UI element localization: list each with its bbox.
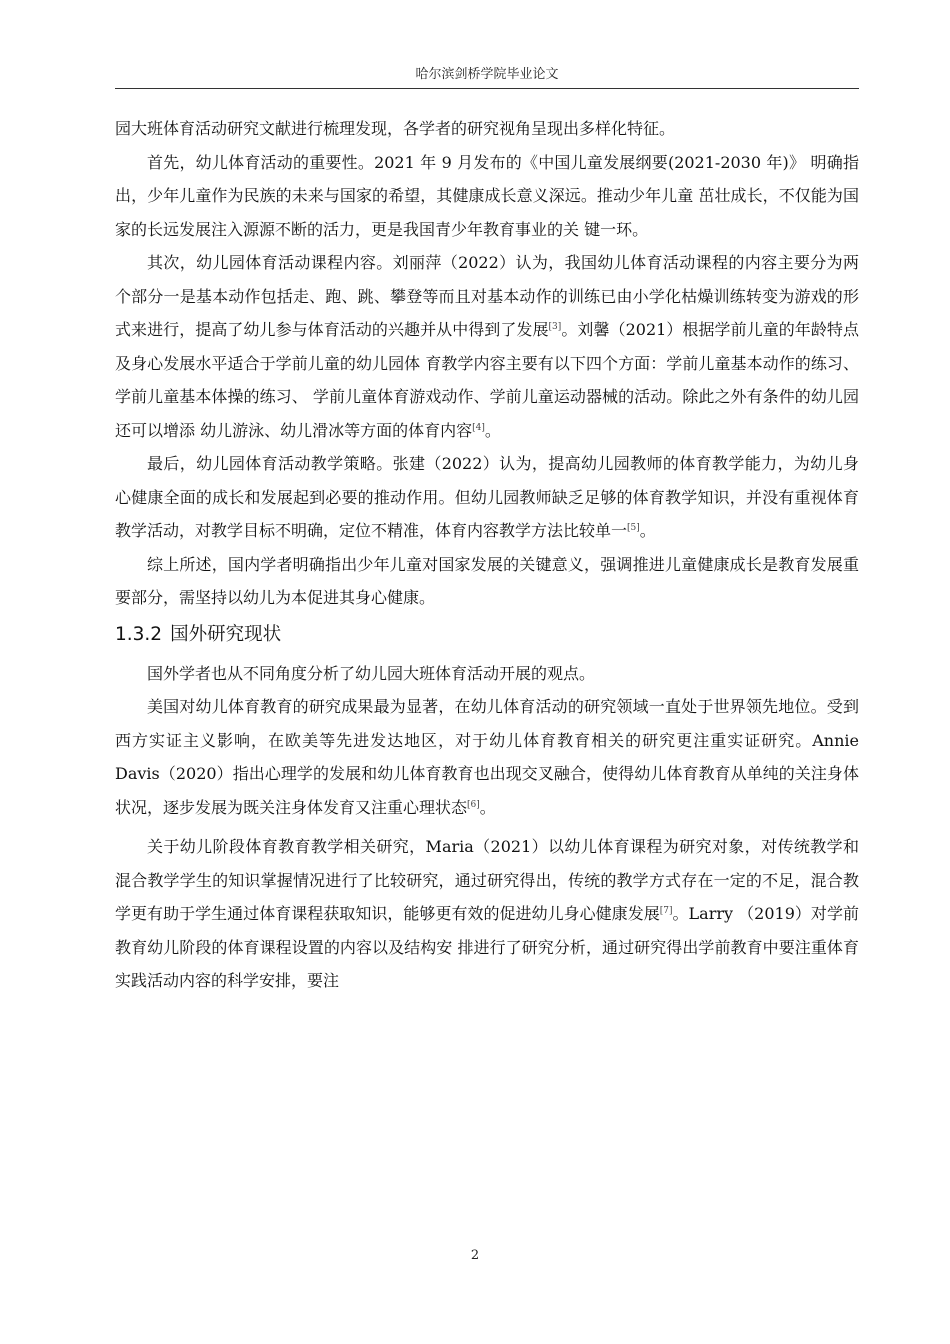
citation-7: [7] bbox=[659, 906, 673, 916]
citation-5: [5] bbox=[627, 523, 640, 533]
document-body bbox=[115, 112, 859, 998]
citation-6: [6] bbox=[467, 799, 480, 810]
paragraph-usa-research: 美国对幼儿体育教育的研究成果最为显著，在幼儿体育活动的研究领域一直处于世界领先地位。受到西方实证主义影响，在欧美等先进发达地区，对于幼儿体育教育相关的研究更注重实证研究。Annie Davis（2020）指出心理学的发展和幼儿体育教育也出现交叉融合，使得幼儿体育教育从单纯的关注身体状况，逐步发展为既关注身体发育又注重心理状态[6]。 bbox=[115, 697, 859, 817]
paragraph-strategy: 最后，幼儿园体育活动教学策略。张建（2022）认为，提高幼儿园教师的体育教学能力，为幼儿身心健康全面的成长和发展起到必要的推动作用。但幼儿园教师缺乏足够的体育教学知识，并没有重视体育教学活动，对教学目标不明确，定位不精准，体育内容教学方法比较单一[5]。 bbox=[115, 454, 859, 540]
citation-3: [3] bbox=[548, 322, 562, 332]
paragraph-summary: 综上所述，国内学者明确指出少年儿童对国家发展的关键意义，强调推进儿童健康成长是教育发展重要部分，需坚持以幼儿为本促进其身心健康。 bbox=[115, 554, 859, 607]
citation-4: [4] bbox=[472, 422, 485, 433]
section-title: 国外研究现状 bbox=[170, 623, 282, 645]
paragraph-teaching-research: 关于幼儿阶段体育教育教学相关研究，Maria（2021）以幼儿体育课程为研究对象，对传统教学和混合教学学生的知识掌握情况进行了比较研究，通过研究得出，传统的教学方式存在一定的不足，混合教学更有助于学生通过体育课程获取知识，能够更有效的促进幼儿身心健康发展[7]。Larry （2019）对学前教育幼儿阶段的体育课程设置的内容以及结构安 排进行了研究分析，通过研究得出学前教育中要注重体育实践活动内容的科学安排，要注 bbox=[115, 837, 859, 990]
section-number: 1.3.2 bbox=[115, 623, 163, 645]
paragraph-foreign-intro: 国外学者也从不同角度分析了幼儿园大班体育活动开展的观点。 bbox=[147, 663, 596, 683]
paragraph-importance: 首先，幼儿体育活动的重要性。2021 年 9 月发布的《中国儿童发展纲要(2021-2030 年)》 明确指出，少年儿童作为民族的未来与国家的希望，其健康成长意义深远。推动少年儿童 茁壮成长，不仅能为国家的长远发展注入源源不断的活力，更是我国青少年教育事业的关 键一环。 bbox=[115, 152, 859, 239]
page-header bbox=[115, 62, 859, 89]
header-title: 哈尔滨剑桥学院毕业论文 bbox=[415, 67, 559, 82]
page-number: 2 bbox=[470, 1248, 480, 1263]
section-heading bbox=[115, 617, 859, 653]
paragraph-curriculum: 其次，幼儿园体育活动课程内容。刘丽萍（2022）认为，我国幼儿体育活动课程的内容主要分为两个部分一是基本动作包括走、跑、跳、攀登等而且对基本动作的训练已由小学化枯燥训练转变为游戏的形式来进行，提高了幼儿参与体育活动的兴趣并从中得到了发展[3]。刘馨（2021）根据学前儿童的年龄特点及身心发展水平适合于学前儿童的幼儿园体 育教学内容主要有以下四个方面：学前儿童基本动作的练习、学前儿童基本体操的练习、 学前儿童体育游戏动作、学前儿童运动器械的活动。除此之外有条件的幼儿园还可以增添 幼儿游泳、幼儿滑冰等方面的体育内容[4]。 bbox=[115, 253, 859, 440]
paragraph-continuation: 园大班体育活动研究文献进行梳理发现，各学者的研究视角呈现出多样化特征。 bbox=[115, 119, 676, 138]
